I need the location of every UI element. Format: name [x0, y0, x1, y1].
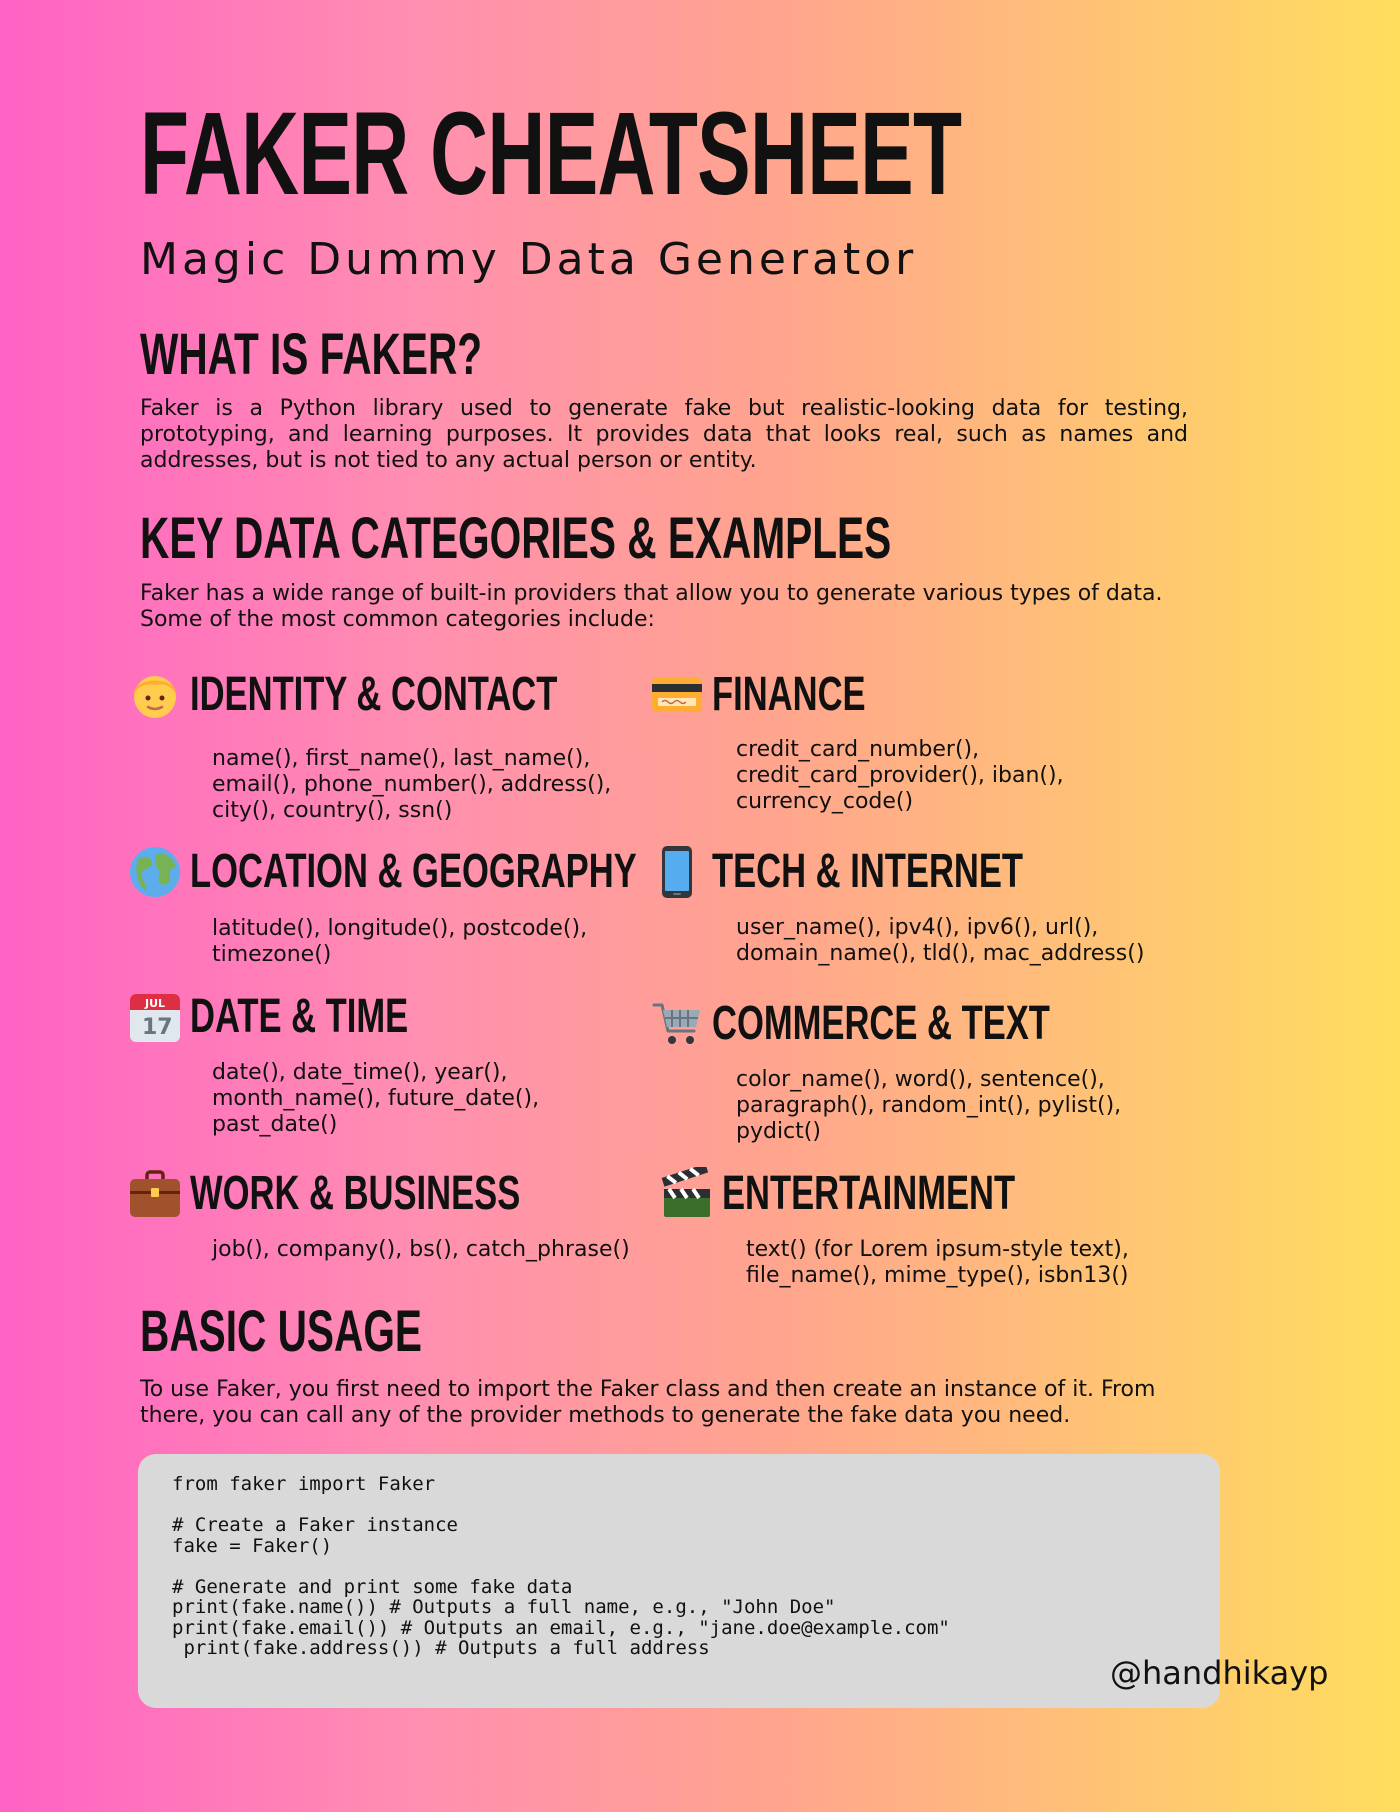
- category-date-title: DATE & TIME: [190, 990, 409, 1043]
- clapper-board-icon: [660, 1167, 714, 1221]
- category-finance-title: FINANCE: [712, 668, 866, 721]
- globe-icon: [128, 845, 182, 899]
- code-snippet: from faker import Faker # Create a Faker instance fake = Faker() # Generate and print some fake data print(fake.name()) # Outputs a full name, e.g., "John Doe" print(fake.email()) # Outputs an email, e.g., "jane.doe@example.com" print(fake.address()) # Outputs a full address: [172, 1473, 950, 1659]
- category-work-title: WORK & BUSINESS: [190, 1167, 521, 1220]
- category-location-title: LOCATION & GEOGRAPHY: [190, 845, 637, 898]
- category-tech-header: [650, 845, 1144, 899]
- code-block: [138, 1454, 1220, 1708]
- category-date-examples: date(), date_time(), year(), month_name(), future_date(), past_date(): [212, 1060, 540, 1137]
- section-heading-basic-usage: BASIC USAGE: [140, 1299, 422, 1364]
- calendar-icon: [128, 990, 182, 1044]
- author-handle: @handhikayp: [1110, 1654, 1329, 1692]
- category-commerce-examples: color_name(), word(), sentence(), paragraph(), random_int(), pylist(), pydict(): [736, 1067, 1122, 1144]
- category-entertainment-header: [660, 1167, 1129, 1221]
- section-heading-key-categories: KEY DATA CATEGORIES & EXAMPLES: [140, 506, 892, 571]
- category-tech-title: TECH & INTERNET: [712, 845, 1024, 898]
- category-location-examples: latitude(), longitude(), postcode(), timezone(): [212, 916, 588, 967]
- calendar-day: 17: [142, 1015, 173, 1040]
- category-entertainment-title: ENTERTAINMENT: [722, 1167, 1016, 1220]
- category-entertainment-examples: text() (for Lorem ipsum-style text), file_name(), mime_type(), isbn13(): [746, 1237, 1129, 1288]
- category-finance-header: [650, 668, 925, 722]
- credit-card-icon: [650, 668, 704, 722]
- mobile-phone-icon: [650, 845, 704, 899]
- what-is-paragraph: Faker is a Python library used to generate fake but realistic-looking data for testing, prototyping, and learning purposes. It provides data that looks real, such as names and addresses, but is not tied to any actual person or entity.: [140, 396, 1188, 473]
- page-title: FAKER CHEATSHEET: [140, 88, 962, 220]
- category-identity-header: [128, 668, 700, 722]
- category-commerce-title: COMMERCE & TEXT: [712, 997, 1050, 1050]
- key-categories-intro: Faker has a wide range of built-in providers that allow you to generate various types of data. Some of the most common categories include:: [140, 581, 1163, 632]
- category-work-header: [128, 1167, 649, 1221]
- category-finance-examples: credit_card_number(), credit_card_provider(), iban(), currency_code(): [736, 737, 1064, 814]
- person-icon: [128, 668, 182, 722]
- calendar-month: JUL: [145, 997, 166, 1010]
- category-identity-title: IDENTITY & CONTACT: [190, 668, 558, 721]
- page-subtitle: Magic Dummy Data Generator: [140, 234, 918, 285]
- category-commerce-header: [650, 997, 1181, 1051]
- category-work-examples: job(), company(), bs(), catch_phrase(): [212, 1237, 630, 1262]
- briefcase-icon: [128, 1167, 182, 1221]
- category-identity-examples: name(), first_name(), last_name(), email(), phone_number(), address(), city(), country(), ssn(): [212, 746, 612, 823]
- basic-usage-paragraph: To use Faker, you first need to import the Faker class and then create an instance of it. From there, you can call any of the provider methods to generate the fake data you need.: [140, 1377, 1156, 1428]
- shopping-cart-icon: [650, 997, 704, 1051]
- category-tech-examples: user_name(), ipv4(), ipv6(), url(), domain_name(), tld(), mac_address(): [736, 915, 1145, 966]
- category-date-header: [128, 990, 493, 1044]
- section-heading-what-is: WHAT IS FAKER?: [140, 322, 483, 387]
